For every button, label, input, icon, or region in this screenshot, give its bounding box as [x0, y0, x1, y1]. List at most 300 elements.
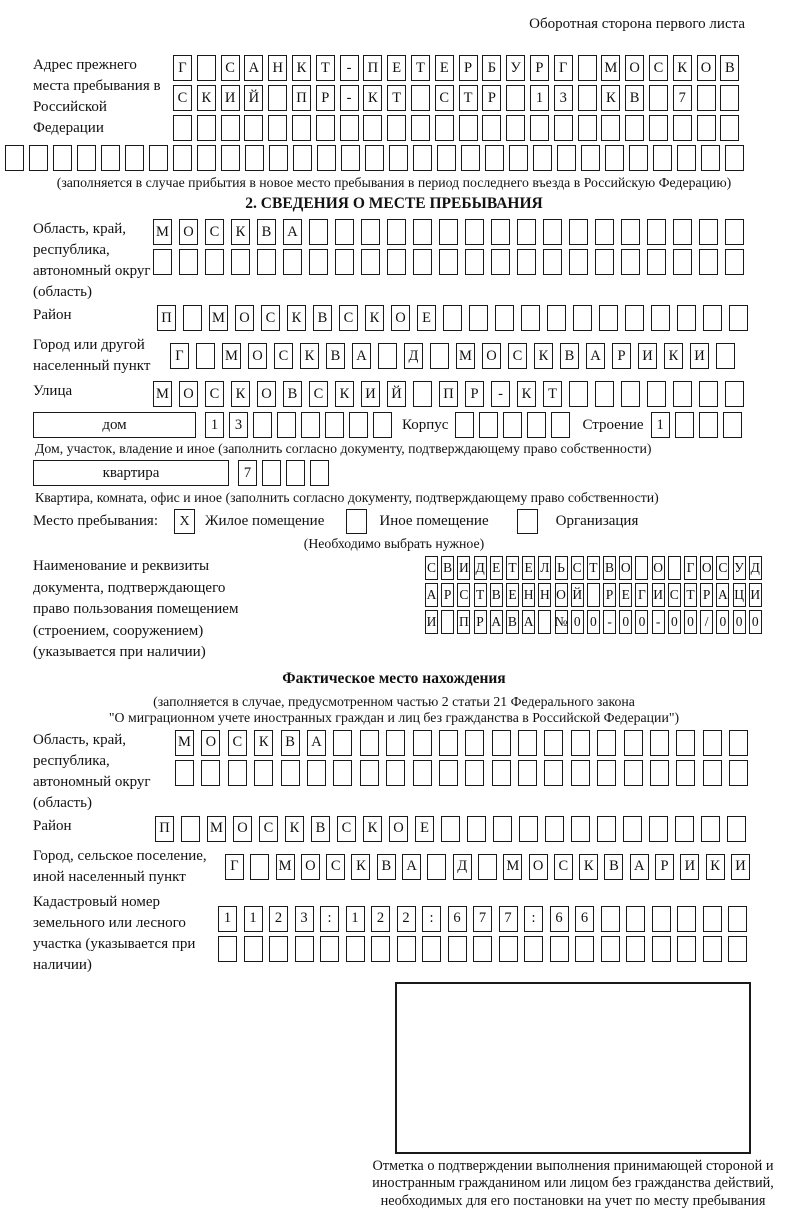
char-cell[interactable] [554, 115, 573, 141]
char-cell[interactable]: П [292, 85, 311, 111]
char-cell[interactable] [650, 730, 669, 756]
char-cell[interactable]: М [153, 219, 172, 245]
char-cell[interactable]: В [377, 854, 396, 880]
char-cell[interactable] [703, 760, 722, 786]
char-cell[interactable]: Р [655, 854, 674, 880]
char-cell[interactable] [677, 145, 696, 171]
char-cell[interactable] [595, 381, 614, 407]
char-cell[interactable] [499, 936, 518, 962]
char-cell[interactable]: К [579, 854, 598, 880]
char-cell[interactable]: К [673, 55, 692, 81]
char-cell[interactable] [524, 936, 543, 962]
char-cell[interactable]: М [207, 816, 226, 842]
char-cell[interactable] [340, 115, 359, 141]
char-cell[interactable] [439, 760, 458, 786]
char-cell[interactable] [725, 381, 744, 407]
char-cell[interactable]: : [422, 906, 441, 932]
char-cell[interactable] [413, 249, 432, 275]
char-cell[interactable] [701, 816, 720, 842]
char-cell[interactable] [703, 305, 722, 331]
char-cell[interactable]: П [157, 305, 176, 331]
char-cell[interactable] [473, 936, 492, 962]
char-cell[interactable]: К [292, 55, 311, 81]
char-cell[interactable] [653, 145, 672, 171]
char-cell[interactable] [346, 936, 365, 962]
char-cell[interactable]: М [209, 305, 228, 331]
char-cell[interactable] [728, 906, 747, 932]
char-cell[interactable]: Ь [555, 556, 568, 580]
char-cell[interactable]: Д [404, 343, 423, 369]
char-cell[interactable]: Т [543, 381, 562, 407]
char-cell[interactable]: П [155, 816, 174, 842]
char-cell[interactable]: О [179, 219, 198, 245]
char-cell[interactable] [479, 412, 498, 438]
char-cell[interactable]: К [254, 730, 273, 756]
char-cell[interactable]: А [307, 730, 326, 756]
char-cell[interactable] [101, 145, 120, 171]
char-cell[interactable]: С [571, 556, 584, 580]
char-cell[interactable] [649, 816, 668, 842]
char-cell[interactable] [495, 305, 514, 331]
char-cell[interactable] [699, 381, 718, 407]
char-cell[interactable]: Р [465, 381, 484, 407]
char-cell[interactable]: Г [635, 583, 648, 607]
char-cell[interactable]: Р [316, 85, 335, 111]
char-cell[interactable]: Е [435, 55, 454, 81]
char-cell[interactable]: К [363, 816, 382, 842]
char-cell[interactable]: О [257, 381, 276, 407]
char-cell[interactable]: 2 [397, 906, 416, 932]
char-cell[interactable]: К [363, 85, 382, 111]
char-cell[interactable]: К [300, 343, 319, 369]
char-cell[interactable]: Н [522, 583, 535, 607]
char-cell[interactable] [699, 219, 718, 245]
char-cell[interactable] [676, 730, 695, 756]
char-cell[interactable]: В [326, 343, 345, 369]
char-cell[interactable] [465, 249, 484, 275]
char-cell[interactable] [53, 145, 72, 171]
char-cell[interactable] [597, 730, 616, 756]
char-cell[interactable] [599, 305, 618, 331]
char-cell[interactable]: М [601, 55, 620, 81]
char-cell[interactable]: С [309, 381, 328, 407]
char-cell[interactable]: С [435, 85, 454, 111]
char-cell[interactable] [455, 412, 474, 438]
char-cell[interactable] [635, 556, 648, 580]
char-cell[interactable] [699, 249, 718, 275]
char-cell[interactable] [649, 85, 668, 111]
char-cell[interactable] [360, 730, 379, 756]
char-cell[interactable] [478, 854, 497, 880]
char-cell[interactable] [569, 249, 588, 275]
char-cell[interactable] [675, 412, 694, 438]
char-cell[interactable] [281, 760, 300, 786]
char-cell[interactable] [673, 381, 692, 407]
char-cell[interactable] [411, 115, 430, 141]
char-cell[interactable]: 0 [733, 610, 746, 634]
char-cell[interactable]: 0 [635, 610, 648, 634]
char-cell[interactable] [677, 305, 696, 331]
char-cell[interactable] [245, 145, 264, 171]
char-cell[interactable]: Д [453, 854, 472, 880]
char-cell[interactable] [257, 249, 276, 275]
char-cell[interactable] [651, 305, 670, 331]
char-cell[interactable]: А [716, 583, 729, 607]
char-cell[interactable]: П [439, 381, 458, 407]
char-cell[interactable] [550, 936, 569, 962]
char-cell[interactable]: А [630, 854, 649, 880]
char-cell[interactable]: Ц [733, 583, 746, 607]
char-cell[interactable] [365, 145, 384, 171]
char-cell[interactable]: К [285, 816, 304, 842]
char-cell[interactable]: К [335, 381, 354, 407]
char-cell[interactable] [293, 145, 312, 171]
char-cell[interactable] [720, 115, 739, 141]
char-cell[interactable]: Й [244, 85, 263, 111]
char-cell[interactable] [601, 936, 620, 962]
char-cell[interactable]: Т [387, 85, 406, 111]
char-cell[interactable] [387, 219, 406, 245]
char-cell[interactable] [173, 115, 192, 141]
char-cell[interactable]: Р [441, 583, 454, 607]
char-cell[interactable] [253, 412, 272, 438]
char-cell[interactable] [716, 343, 735, 369]
char-cell[interactable]: О [233, 816, 252, 842]
char-cell[interactable] [703, 906, 722, 932]
char-cell[interactable] [519, 816, 538, 842]
char-cell[interactable]: Е [387, 55, 406, 81]
char-cell[interactable]: О [652, 556, 665, 580]
char-cell[interactable]: И [731, 854, 750, 880]
char-cell[interactable]: 2 [269, 906, 288, 932]
char-cell[interactable]: 3 [295, 906, 314, 932]
char-cell[interactable]: В [560, 343, 579, 369]
char-cell[interactable]: В [603, 556, 616, 580]
char-cell[interactable]: - [652, 610, 665, 634]
char-cell[interactable] [629, 145, 648, 171]
char-cell[interactable] [411, 85, 430, 111]
char-cell[interactable]: Р [603, 583, 616, 607]
char-cell[interactable]: И [221, 85, 240, 111]
char-cell[interactable] [196, 343, 215, 369]
char-cell[interactable] [386, 730, 405, 756]
char-cell[interactable]: В [720, 55, 739, 81]
char-cell[interactable]: - [491, 381, 510, 407]
char-cell[interactable]: А [490, 610, 503, 634]
char-cell[interactable] [413, 145, 432, 171]
char-cell[interactable] [571, 816, 590, 842]
char-cell[interactable] [413, 381, 432, 407]
char-cell[interactable]: С [221, 55, 240, 81]
char-cell[interactable]: А [244, 55, 263, 81]
char-cell[interactable] [621, 219, 640, 245]
char-cell[interactable] [465, 219, 484, 245]
char-cell[interactable] [647, 381, 666, 407]
char-cell[interactable]: О [301, 854, 320, 880]
char-cell[interactable] [283, 249, 302, 275]
char-cell[interactable]: 1 [218, 906, 237, 932]
char-cell[interactable]: С [716, 556, 729, 580]
char-cell[interactable]: Т [684, 583, 697, 607]
char-cell[interactable]: А [522, 610, 535, 634]
char-cell[interactable] [575, 936, 594, 962]
char-cell[interactable] [461, 145, 480, 171]
char-cell[interactable] [309, 219, 328, 245]
char-cell[interactable] [77, 145, 96, 171]
char-cell[interactable]: 1 [651, 412, 670, 438]
stay-type-checkbox-organization[interactable] [517, 509, 538, 534]
char-cell[interactable]: А [586, 343, 605, 369]
char-cell[interactable]: К [534, 343, 553, 369]
char-cell[interactable]: Д [749, 556, 762, 580]
char-cell[interactable] [649, 115, 668, 141]
char-cell[interactable]: Р [459, 55, 478, 81]
char-cell[interactable]: Р [612, 343, 631, 369]
char-cell[interactable]: С [259, 816, 278, 842]
char-cell[interactable]: 0 [668, 610, 681, 634]
char-cell[interactable]: В [506, 610, 519, 634]
char-cell[interactable]: С [649, 55, 668, 81]
char-cell[interactable] [485, 145, 504, 171]
char-cell[interactable] [557, 145, 576, 171]
char-cell[interactable] [443, 305, 462, 331]
char-cell[interactable] [509, 145, 528, 171]
char-cell[interactable] [647, 219, 666, 245]
char-cell[interactable]: Г [225, 854, 244, 880]
char-cell[interactable] [231, 249, 250, 275]
char-cell[interactable] [5, 145, 24, 171]
char-cell[interactable]: М [175, 730, 194, 756]
char-cell[interactable]: 1 [530, 85, 549, 111]
char-cell[interactable]: 3 [229, 412, 248, 438]
stay-type-checkbox-residential[interactable]: X [174, 509, 195, 534]
char-cell[interactable] [335, 219, 354, 245]
char-cell[interactable]: 6 [550, 906, 569, 932]
char-cell[interactable]: 1 [205, 412, 224, 438]
char-cell[interactable] [309, 249, 328, 275]
char-cell[interactable]: А [352, 343, 371, 369]
char-cell[interactable] [697, 85, 716, 111]
char-cell[interactable]: Т [506, 556, 519, 580]
char-cell[interactable] [578, 85, 597, 111]
char-cell[interactable] [301, 412, 320, 438]
char-cell[interactable] [543, 219, 562, 245]
char-cell[interactable]: Т [411, 55, 430, 81]
char-cell[interactable] [720, 85, 739, 111]
char-cell[interactable] [547, 305, 566, 331]
char-cell[interactable]: - [340, 55, 359, 81]
char-cell[interactable]: 0 [716, 610, 729, 634]
char-cell[interactable] [597, 816, 616, 842]
char-cell[interactable] [578, 115, 597, 141]
char-cell[interactable]: С [425, 556, 438, 580]
char-cell[interactable] [286, 460, 305, 486]
char-cell[interactable]: С [326, 854, 345, 880]
char-cell[interactable] [439, 249, 458, 275]
char-cell[interactable] [517, 219, 536, 245]
char-cell[interactable] [621, 381, 640, 407]
char-cell[interactable]: К [664, 343, 683, 369]
char-cell[interactable] [626, 936, 645, 962]
char-cell[interactable] [673, 219, 692, 245]
char-cell[interactable] [371, 936, 390, 962]
char-cell[interactable]: Г [554, 55, 573, 81]
char-cell[interactable] [361, 249, 380, 275]
char-cell[interactable]: 6 [448, 906, 467, 932]
char-cell[interactable] [439, 219, 458, 245]
char-cell[interactable] [677, 936, 696, 962]
char-cell[interactable]: С [274, 343, 293, 369]
char-cell[interactable] [439, 730, 458, 756]
char-cell[interactable] [530, 115, 549, 141]
char-cell[interactable]: С [339, 305, 358, 331]
char-cell[interactable]: Н [268, 55, 287, 81]
char-cell[interactable] [601, 906, 620, 932]
char-cell[interactable] [389, 145, 408, 171]
char-cell[interactable]: О [389, 816, 408, 842]
char-cell[interactable]: И [638, 343, 657, 369]
char-cell[interactable] [578, 55, 597, 81]
char-cell[interactable]: В [313, 305, 332, 331]
char-cell[interactable]: 7 [238, 460, 257, 486]
char-cell[interactable]: Б [482, 55, 501, 81]
char-cell[interactable]: : [524, 906, 543, 932]
char-cell[interactable]: О [482, 343, 501, 369]
char-cell[interactable] [295, 936, 314, 962]
char-cell[interactable] [605, 145, 624, 171]
char-cell[interactable]: 1 [346, 906, 365, 932]
char-cell[interactable]: С [228, 730, 247, 756]
char-cell[interactable] [503, 412, 522, 438]
char-cell[interactable]: 1 [244, 906, 263, 932]
char-cell[interactable] [175, 760, 194, 786]
char-cell[interactable] [181, 816, 200, 842]
char-cell[interactable]: 0 [587, 610, 600, 634]
char-cell[interactable]: С [205, 381, 224, 407]
char-cell[interactable]: О [625, 55, 644, 81]
char-cell[interactable]: К [706, 854, 725, 880]
char-cell[interactable] [465, 760, 484, 786]
char-cell[interactable] [254, 760, 273, 786]
char-cell[interactable]: В [441, 556, 454, 580]
char-cell[interactable] [521, 305, 540, 331]
char-cell[interactable]: М [153, 381, 172, 407]
char-cell[interactable] [197, 55, 216, 81]
char-cell[interactable]: 0 [684, 610, 697, 634]
char-cell[interactable]: Т [316, 55, 335, 81]
char-cell[interactable]: О [235, 305, 254, 331]
char-cell[interactable]: П [457, 610, 470, 634]
char-cell[interactable]: 0 [749, 610, 762, 634]
char-cell[interactable]: / [700, 610, 713, 634]
char-cell[interactable] [228, 760, 247, 786]
char-cell[interactable]: Р [474, 610, 487, 634]
char-cell[interactable] [701, 145, 720, 171]
char-cell[interactable] [597, 760, 616, 786]
char-cell[interactable] [333, 760, 352, 786]
char-cell[interactable] [595, 219, 614, 245]
char-cell[interactable]: Д [474, 556, 487, 580]
char-cell[interactable] [623, 816, 642, 842]
char-cell[interactable] [491, 219, 510, 245]
char-cell[interactable]: И [457, 556, 470, 580]
char-cell[interactable]: О [391, 305, 410, 331]
char-cell[interactable]: Е [506, 583, 519, 607]
char-cell[interactable] [316, 115, 335, 141]
char-cell[interactable] [437, 145, 456, 171]
char-cell[interactable] [573, 305, 592, 331]
char-cell[interactable] [149, 145, 168, 171]
char-cell[interactable]: Л [538, 556, 551, 580]
char-cell[interactable]: № [555, 610, 568, 634]
char-cell[interactable] [676, 760, 695, 786]
char-cell[interactable] [430, 343, 449, 369]
char-cell[interactable]: Й [387, 381, 406, 407]
char-cell[interactable] [197, 145, 216, 171]
char-cell[interactable] [459, 115, 478, 141]
char-cell[interactable] [626, 906, 645, 932]
char-cell[interactable] [625, 115, 644, 141]
char-cell[interactable]: А [402, 854, 421, 880]
char-cell[interactable] [482, 115, 501, 141]
char-cell[interactable]: 0 [571, 610, 584, 634]
char-cell[interactable] [373, 412, 392, 438]
char-cell[interactable]: Е [415, 816, 434, 842]
char-cell[interactable]: Р [700, 583, 713, 607]
char-cell[interactable]: 7 [499, 906, 518, 932]
char-cell[interactable]: М [503, 854, 522, 880]
char-cell[interactable] [268, 85, 287, 111]
char-cell[interactable]: А [283, 219, 302, 245]
char-cell[interactable]: 2 [371, 906, 390, 932]
char-cell[interactable] [545, 816, 564, 842]
char-cell[interactable] [544, 730, 563, 756]
char-cell[interactable]: Г [170, 343, 189, 369]
char-cell[interactable]: В [283, 381, 302, 407]
char-cell[interactable]: И [361, 381, 380, 407]
char-cell[interactable]: И [690, 343, 709, 369]
char-cell[interactable]: Т [474, 583, 487, 607]
char-cell[interactable] [363, 115, 382, 141]
char-cell[interactable] [527, 412, 546, 438]
char-cell[interactable] [469, 305, 488, 331]
char-cell[interactable] [386, 760, 405, 786]
char-cell[interactable] [125, 145, 144, 171]
char-cell[interactable] [387, 249, 406, 275]
char-cell[interactable] [673, 249, 692, 275]
char-cell[interactable]: У [506, 55, 525, 81]
char-cell[interactable] [467, 816, 486, 842]
char-cell[interactable] [307, 760, 326, 786]
char-cell[interactable] [551, 412, 570, 438]
char-cell[interactable] [725, 145, 744, 171]
char-cell[interactable] [728, 936, 747, 962]
char-cell[interactable] [699, 412, 718, 438]
char-cell[interactable]: О [529, 854, 548, 880]
char-cell[interactable]: В [257, 219, 276, 245]
char-cell[interactable]: : [320, 906, 339, 932]
char-cell[interactable] [569, 219, 588, 245]
char-cell[interactable] [677, 906, 696, 932]
char-cell[interactable] [729, 760, 748, 786]
char-cell[interactable]: У [733, 556, 746, 580]
char-cell[interactable] [244, 936, 263, 962]
char-cell[interactable] [517, 249, 536, 275]
char-cell[interactable] [413, 760, 432, 786]
char-cell[interactable]: К [601, 85, 620, 111]
char-cell[interactable]: К [351, 854, 370, 880]
char-cell[interactable]: И [652, 583, 665, 607]
